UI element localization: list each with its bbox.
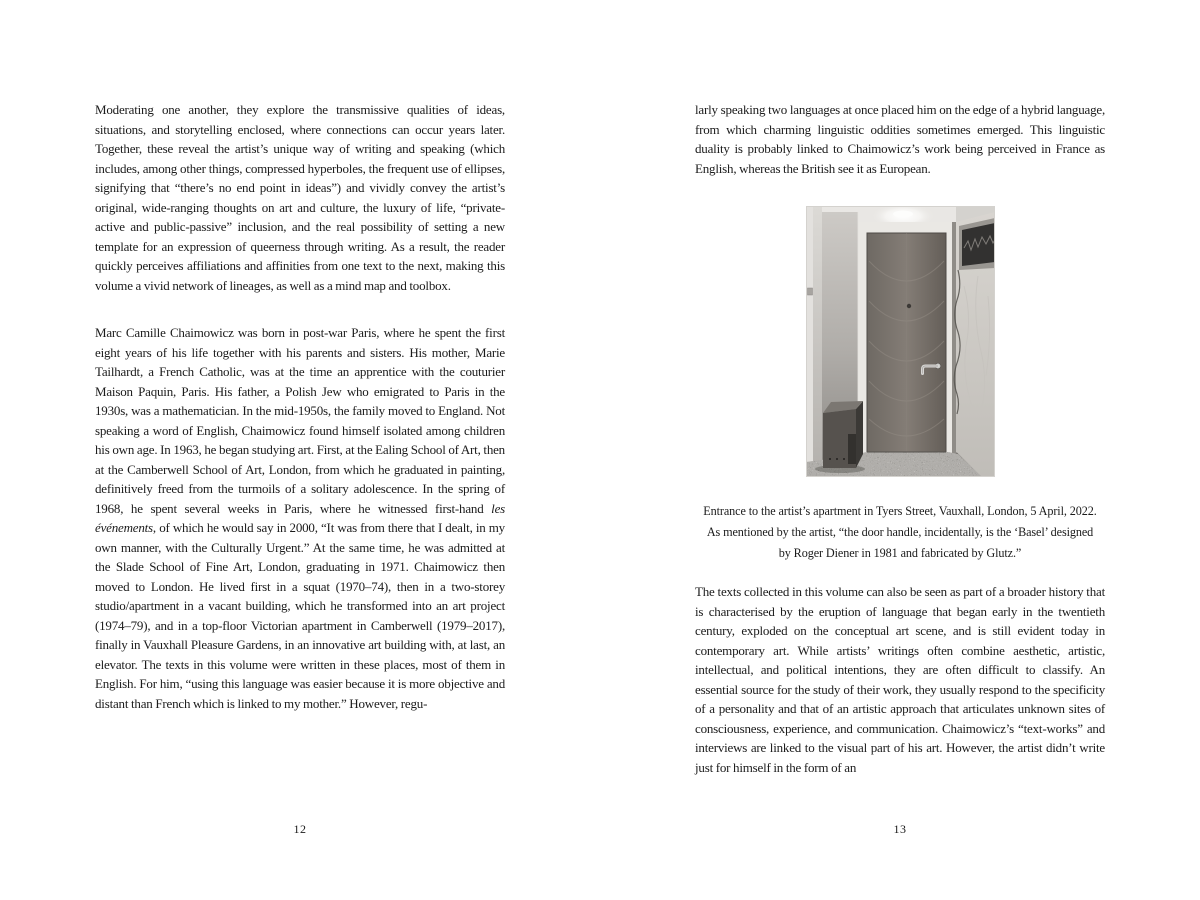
photo-caption: Entrance to the artist’s apartment in Tyers Street, Vauxhall, London, 5 April, 2022. As mentioned by the artist, “the door handle, incidentally, is the ‘Basel’ designed by Roger Diener in 1981 and fabricated by Glutz.” — [703, 504, 1097, 560]
entrance-photo-illustration — [806, 206, 995, 477]
page-right — [695, 100, 1105, 880]
body-paragraph: Moderating one another, they explore the transmissive qualities of ideas, situations, and storytelling enclosed, where connections can occur years later. Together, these reveal the artist’s unique way of writing and speaking (which includes, among other things, compressed hyperboles, the frequent use of ellipses, signifying that “there’s no end point in ideas”) and vividly convey the artist’s original, wide-ranging thoughts on art and culture, the luxury of life, “private-active and public-passive” inclusion, and the real possibility of setting a new template for an expression of queerness through writing. As a result, the reader quickly perceives affiliations and affinities from one text to the next, making this volume a vivid network of lineages, as well as a mind map and toolbox. — [95, 102, 505, 293]
transom-window — [959, 218, 995, 270]
light-switch — [807, 288, 812, 295]
entrance-photo — [806, 206, 995, 477]
body-paragraph: larly speaking two languages at once placed him on the edge of a hybrid language, from which charming linguistic oddities sometimes emerged. This linguistic duality is probably linked to Chaimowicz’s work being perceived in France as English, whereas the British see it as European. — [695, 102, 1105, 176]
page-number-left: 12 — [293, 822, 307, 836]
apartment-door — [867, 233, 946, 452]
door-peephole — [906, 304, 910, 308]
page-number-right: 13 — [893, 822, 907, 836]
body-paragraph: The texts collected in this volume can also be seen as part of a broader history that is characterised by the eruption of language that began early in the twentieth century, exploded on the conceptual art scene, and is still evident today in contemporary art. While artists’ writings often combine aesthetic, artistic, intellectual, and political intentions, they are often difficult to classify. An essential source for the study of their work, they usually respond to the specificity of a personality and that of an artistic approach that articulates unknown sites of consciousness, experience, and communication. Chaimowicz’s “text-works” and interviews are linked to the visual part of his art. However, the artist didn’t write just for himself in the form of an — [695, 584, 1105, 775]
page-left — [95, 100, 505, 880]
body-paragraph: Marc Camille Chaimowicz was born in post-war Paris, where he spent the first eight years of his life together with his parents and sisters. His mother, Marie Tailhardt, a French Catholic, was at the time an apprentice with the couturier Maison Paquin, Paris. His father, a Polish Jew who emigrated to Paris in the 1930s, was a mathematician. In the mid-1950s, the family moved to England. Not speaking a word of English, Chaimowicz found himself isolated among children his own age. In 1963, he began studying art. First, at the Ealing School of Art, then at the Camberwell School of Art, London, from which he graduated in painting, definitively freed from the turmoils of a solitary adolescence. In the spring of 1968, he spent several weeks in Paris, where he witnessed first-hand les événements, of which he would say in 2000, “It was from there that I dealt, in my own manner, with the Culturally Urgent.” At the same time, he was admitted at the Slade School of Fine Art, London, graduating in 1971. Chaimowicz then moved to London. He lived first in a squat (1970–74), then in a two-storey studio/apartment in a vacant building, which he transformed into an art project (1974–79), and in a top-floor Victorian apartment in Camberwell (1979–2017), finally in Vauxhall Pleasure Gardens, in an innovative art building with, at last, an elevator. The texts in this volume were written in these places, most of them in English. For him, “using this language was easier because it is more objective and distant than French which is linked to my mother.” However, regu- — [95, 325, 505, 711]
